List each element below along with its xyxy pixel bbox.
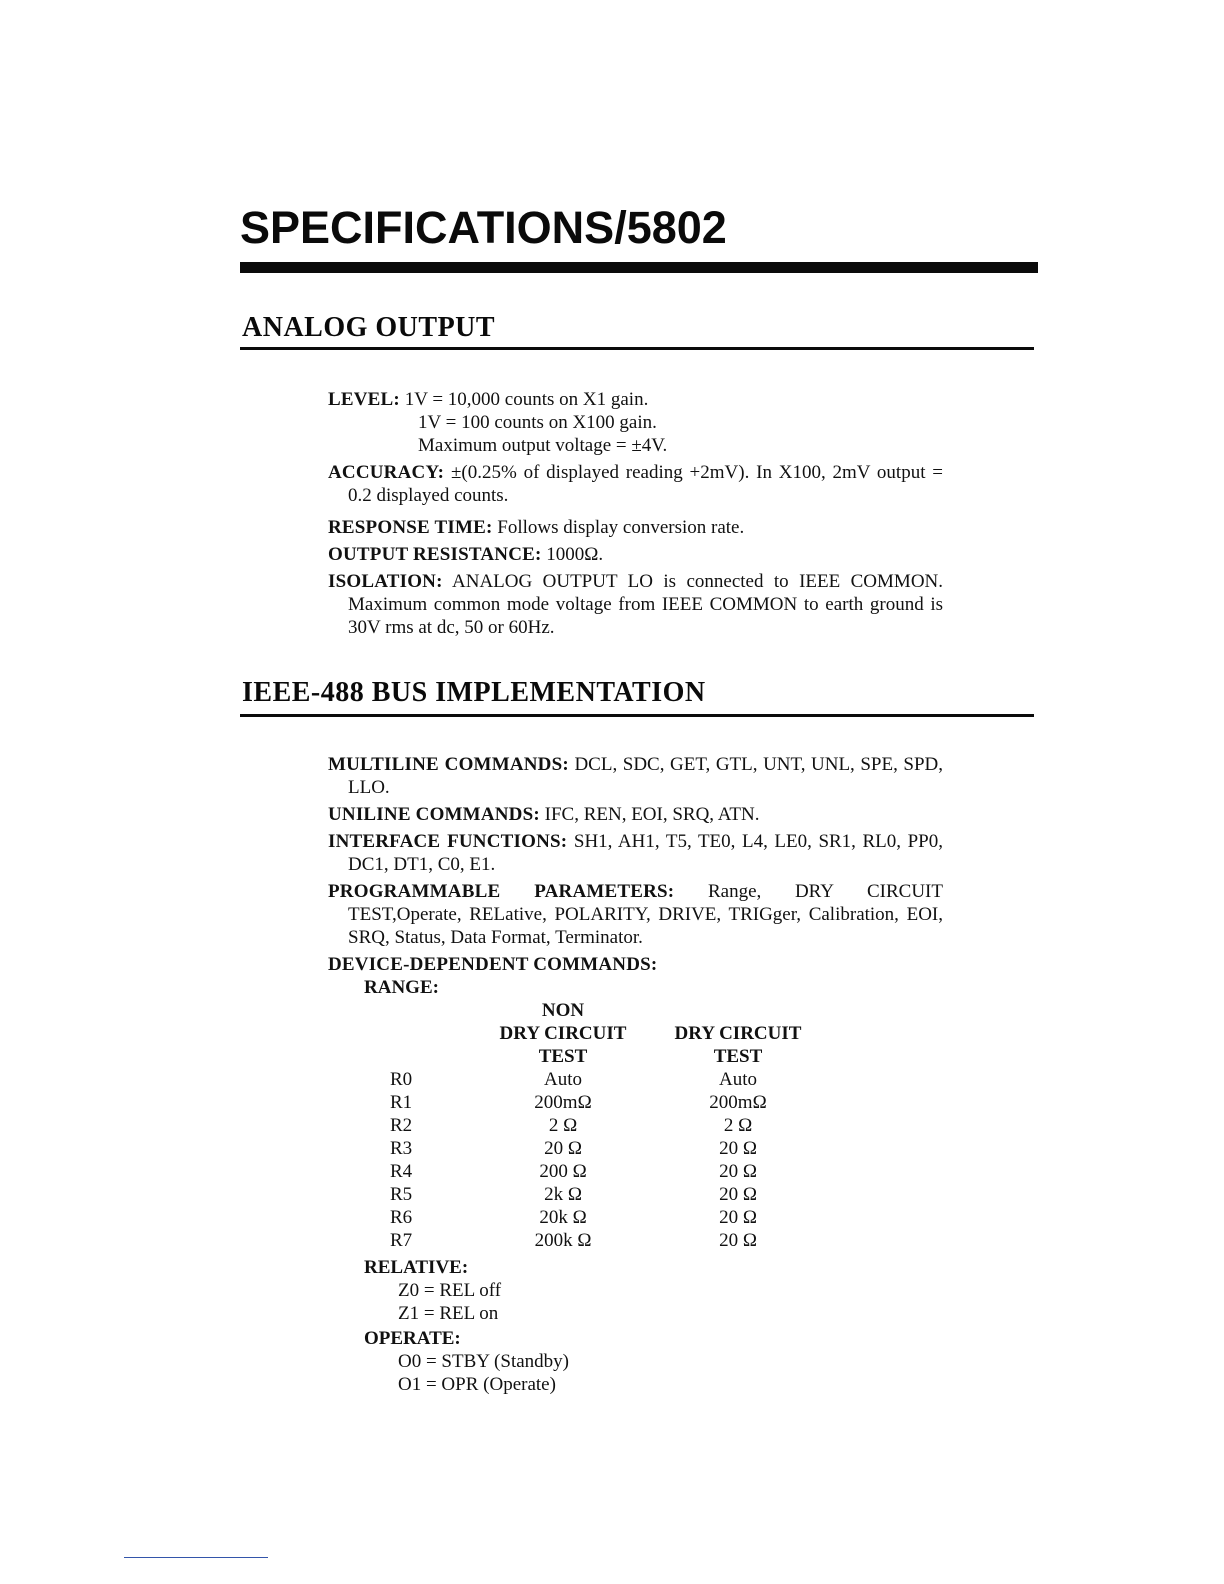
spec-label: OUTPUT RESISTANCE:	[328, 544, 542, 565]
footer-rule	[124, 1557, 268, 1558]
spec-level	[328, 388, 943, 457]
spec-label: ACCURACY:	[328, 462, 445, 483]
range-non-dry-value: 2 Ω	[548, 1115, 578, 1136]
range-code: R7	[390, 1230, 413, 1251]
range-dry-value: 20 Ω	[719, 1207, 757, 1228]
operate-label: OPERATE:	[364, 1328, 461, 1349]
relative-list	[328, 1279, 943, 1325]
spec-accuracy	[328, 461, 943, 507]
range-dry-value: 20 Ω	[719, 1138, 757, 1159]
spec-value: 1000Ω.	[546, 544, 604, 565]
range-non-dry-value: Auto	[544, 1069, 582, 1090]
range-code: R4	[390, 1161, 413, 1182]
table-row	[390, 1229, 828, 1252]
spec-interface-functions	[328, 830, 943, 876]
page-title: SPECIFICATIONS/5802	[240, 202, 727, 253]
range-table	[390, 999, 828, 1252]
table-row	[390, 1137, 828, 1160]
operate-list	[328, 1350, 943, 1396]
range-code: R2	[390, 1115, 413, 1136]
list-item: O0 = STBY (Standby)	[398, 1351, 569, 1372]
range-table-header	[390, 999, 828, 1068]
range-header-text: NON	[541, 1000, 585, 1021]
range-code: R0	[390, 1069, 413, 1090]
spec-label: LEVEL:	[328, 389, 400, 410]
spec-label: DEVICE-DEPENDENT COMMANDS:	[328, 954, 658, 975]
range-dry-value: 2 Ω	[723, 1115, 753, 1136]
spec-programmable-parameters	[328, 880, 943, 949]
list-item: Z0 = REL off	[398, 1280, 502, 1301]
section-heading-analog-output: ANALOG OUTPUT	[242, 312, 496, 343]
table-row	[390, 1068, 828, 1091]
section-rule-analog-output	[240, 347, 1034, 350]
range-header-text: DRY CIRCUIT	[674, 1023, 802, 1044]
range-dry-value: 20 Ω	[719, 1161, 757, 1182]
ieee-specs	[328, 753, 943, 1396]
range-header-text: TEST	[713, 1046, 763, 1067]
range-header-dry	[648, 999, 828, 1068]
relative-label: RELATIVE:	[364, 1257, 469, 1278]
range-non-dry-value: 2k Ω	[544, 1184, 582, 1205]
spec-label: PROGRAMMABLE PARAMETERS:	[328, 881, 675, 902]
spec-label: MULTILINE COMMANDS:	[328, 754, 569, 775]
range-header-text: DRY CIRCUIT	[499, 1023, 627, 1044]
table-row	[390, 1160, 828, 1183]
range-code: R5	[390, 1184, 413, 1205]
range-non-dry-value: 200 Ω	[539, 1161, 587, 1182]
range-header-text: TEST	[538, 1046, 588, 1067]
range-code: R3	[390, 1138, 413, 1159]
range-header-non-dry	[478, 999, 648, 1068]
range-dry-value: 20 Ω	[719, 1230, 757, 1251]
spec-label: INTERFACE FUNCTIONS:	[328, 831, 568, 852]
range-dry-value: Auto	[719, 1069, 757, 1090]
spec-value: 1V = 100 counts on X100 gain.	[418, 412, 657, 433]
spec-label: UNILINE COMMANDS:	[328, 804, 540, 825]
table-row	[390, 1114, 828, 1137]
range-code: R6	[390, 1207, 413, 1228]
list-item: Z1 = REL on	[398, 1303, 499, 1324]
spec-value: DCL, SDC, GET, GTL, UNT, UNL, SPE, SPD, LLO.	[348, 754, 944, 798]
range-non-dry-value: 200mΩ	[534, 1092, 592, 1113]
spec-value: 1V = 10,000 counts on X1 gain.	[404, 389, 649, 410]
spec-device-dependent-commands	[328, 953, 943, 976]
table-row	[390, 1183, 828, 1206]
spec-value: IFC, REN, EOI, SRQ, ATN.	[544, 804, 760, 825]
spec-value: SH1, AH1, T5, TE0, L4, LE0, SR1, RL0, PP0, DC1, DT1, C0, E1.	[348, 831, 943, 875]
title-rule	[240, 262, 1038, 273]
spec-isolation	[328, 570, 943, 639]
range-header-code	[390, 999, 478, 1068]
range-non-dry-value: 20k Ω	[539, 1207, 587, 1228]
range-non-dry-value: 20 Ω	[544, 1138, 582, 1159]
section-rule-ieee	[240, 714, 1034, 717]
spec-value: Maximum output voltage = ±4V.	[418, 435, 668, 456]
spec-response-time	[328, 516, 943, 539]
range-dry-value: 20 Ω	[719, 1184, 757, 1205]
table-row	[390, 1206, 828, 1229]
spec-value: Range, DRY CIRCUIT TEST,Operate, RELative, POLARITY, DRIVE, TRIGger, Calibration, EOI, SRQ, Status, Data Format, Terminator.	[348, 881, 943, 948]
table-row	[390, 1091, 828, 1114]
analog-output-specs	[328, 388, 943, 648]
spec-uniline-commands	[328, 803, 943, 826]
spec-value: Follows display conversion rate.	[497, 517, 745, 538]
spec-output-resistance	[328, 543, 943, 566]
spec-label: RESPONSE TIME:	[328, 517, 493, 538]
section-heading-ieee: IEEE-488 BUS IMPLEMENTATION	[242, 677, 706, 708]
spec-label: ISOLATION:	[328, 571, 443, 592]
list-item: O1 = OPR (Operate)	[398, 1374, 556, 1395]
range-code: R1	[390, 1092, 413, 1113]
spec-value: ±(0.25% of displayed reading +2mV). In X100, 2mV output = 0.2 displayed counts.	[348, 462, 943, 506]
range-dry-value: 200mΩ	[709, 1092, 767, 1113]
spec-multiline-commands	[328, 753, 943, 799]
range-label: RANGE:	[364, 977, 439, 998]
range-non-dry-value: 200k Ω	[534, 1230, 592, 1251]
spec-value: ANALOG OUTPUT LO is connected to IEEE COMMON. Maximum common mode voltage from IEEE COMMON to earth ground is 30V rms at dc, 50 or 60Hz.	[348, 571, 944, 638]
